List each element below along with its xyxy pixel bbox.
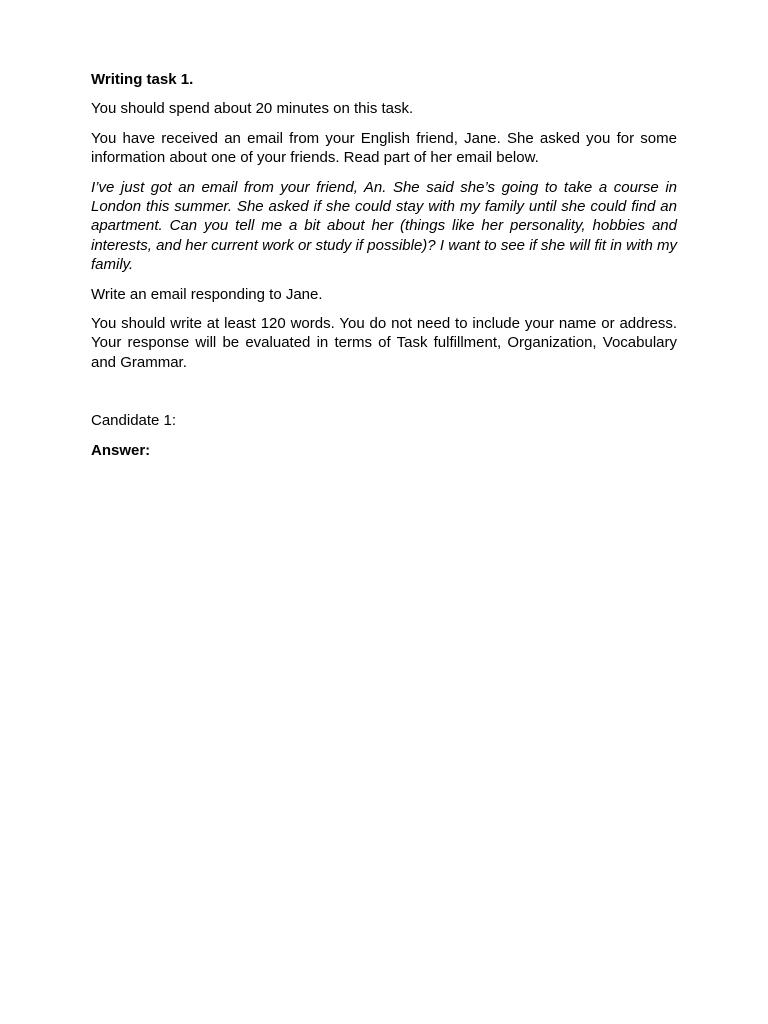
document-page <box>91 70 677 470</box>
task-heading: Writing task 1. <box>91 71 194 88</box>
blank-line <box>91 382 677 411</box>
answer-label: Answer: <box>91 441 151 459</box>
time-instruction: You should spend about 20 minutes on this task. <box>91 100 414 118</box>
task-intro: You have received an email from your English friend, Jane. She asked you for some information about one of your friends. Read part of her email below. <box>91 129 677 167</box>
email-excerpt: I’ve just got an email from your friend, An. She said she’s going to take a course in London this summer. She asked if she could stay with my family until she could find an apartment. Can you tell me a bit about her (things like her personality, hobbies and interests, and her current work or study if possible)? I want to see if she will fit in with my family. <box>91 178 677 274</box>
candidate-label: Candidate 1: <box>91 412 177 430</box>
task-requirements: You should write at least 120 words. You do not need to include your name or address. Your response will be evaluated in terms of Task fulfillment, Organization, Vocabulary and Grammar. <box>91 315 677 371</box>
task-instruction: Write an email responding to Jane. <box>91 285 323 303</box>
